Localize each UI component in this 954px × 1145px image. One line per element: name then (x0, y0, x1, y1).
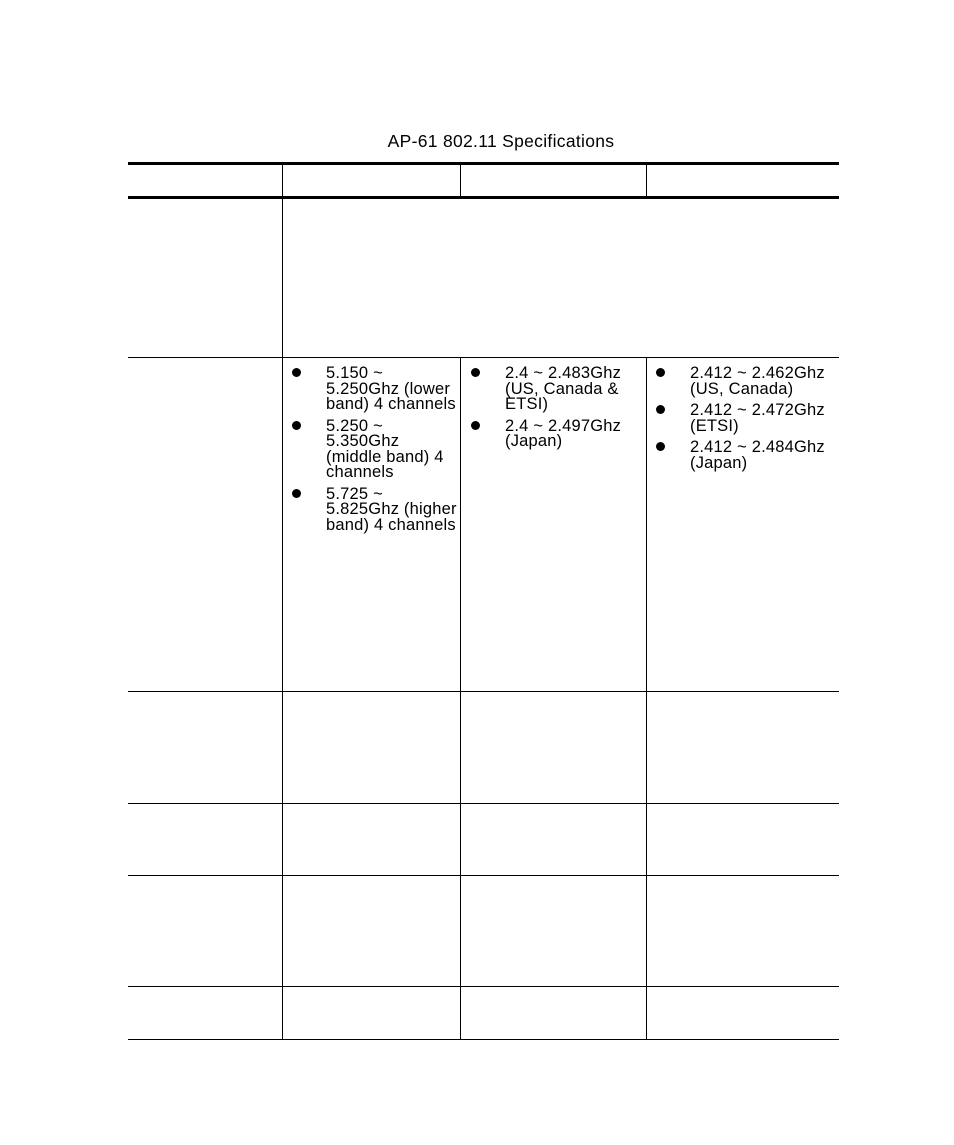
list-item: 2.412 ~ 2.484Ghz (Japan) (656, 440, 836, 471)
list-item: 2.412 ~ 2.462Ghz (US, Canada) (656, 366, 836, 397)
list-item: 2.412 ~ 2.472Ghz (ETSI) (656, 403, 836, 434)
table-header-rule (128, 196, 839, 199)
bullet-icon (292, 368, 301, 377)
table-bottom-rule (128, 1039, 839, 1040)
bullet-icon (471, 368, 480, 377)
header-column-divider (282, 165, 283, 196)
list-item: 5.150 ~ 5.250Ghz (lower band) 4 channels (292, 366, 458, 413)
bullet-icon (292, 489, 301, 498)
row-divider (128, 691, 839, 692)
bullet-icon (656, 405, 665, 414)
bullet-icon (656, 368, 665, 377)
header-column-divider (646, 165, 647, 196)
list-item: 5.725 ~ 5.825Ghz (higher band) 4 channels (292, 487, 458, 534)
row-divider (128, 986, 839, 987)
list-item: 5.250 ~ 5.350Ghz (middle band) 4 channels (292, 419, 458, 481)
column-divider (646, 358, 647, 1040)
bullet-icon (471, 421, 480, 430)
table-top-rule (128, 162, 839, 165)
row-divider (128, 803, 839, 804)
bullet-icon (292, 421, 301, 430)
list-item: 2.4 ~ 2.497Ghz (Japan) (471, 419, 643, 450)
spec-table-caption: AP-61 802.11 Specifications (387, 131, 615, 151)
row-divider (128, 875, 839, 876)
frequency-cell-802-11b (471, 366, 643, 456)
bullet-icon (656, 442, 665, 451)
frequency-cell-802-11g (656, 366, 836, 477)
header-column-divider (460, 165, 461, 196)
frequency-cell-802-11a (292, 366, 458, 539)
column-divider (460, 358, 461, 1040)
row-divider (128, 357, 839, 358)
column-divider (282, 199, 283, 1040)
list-item: 2.4 ~ 2.483Ghz (US, Canada & ETSI) (471, 366, 643, 413)
